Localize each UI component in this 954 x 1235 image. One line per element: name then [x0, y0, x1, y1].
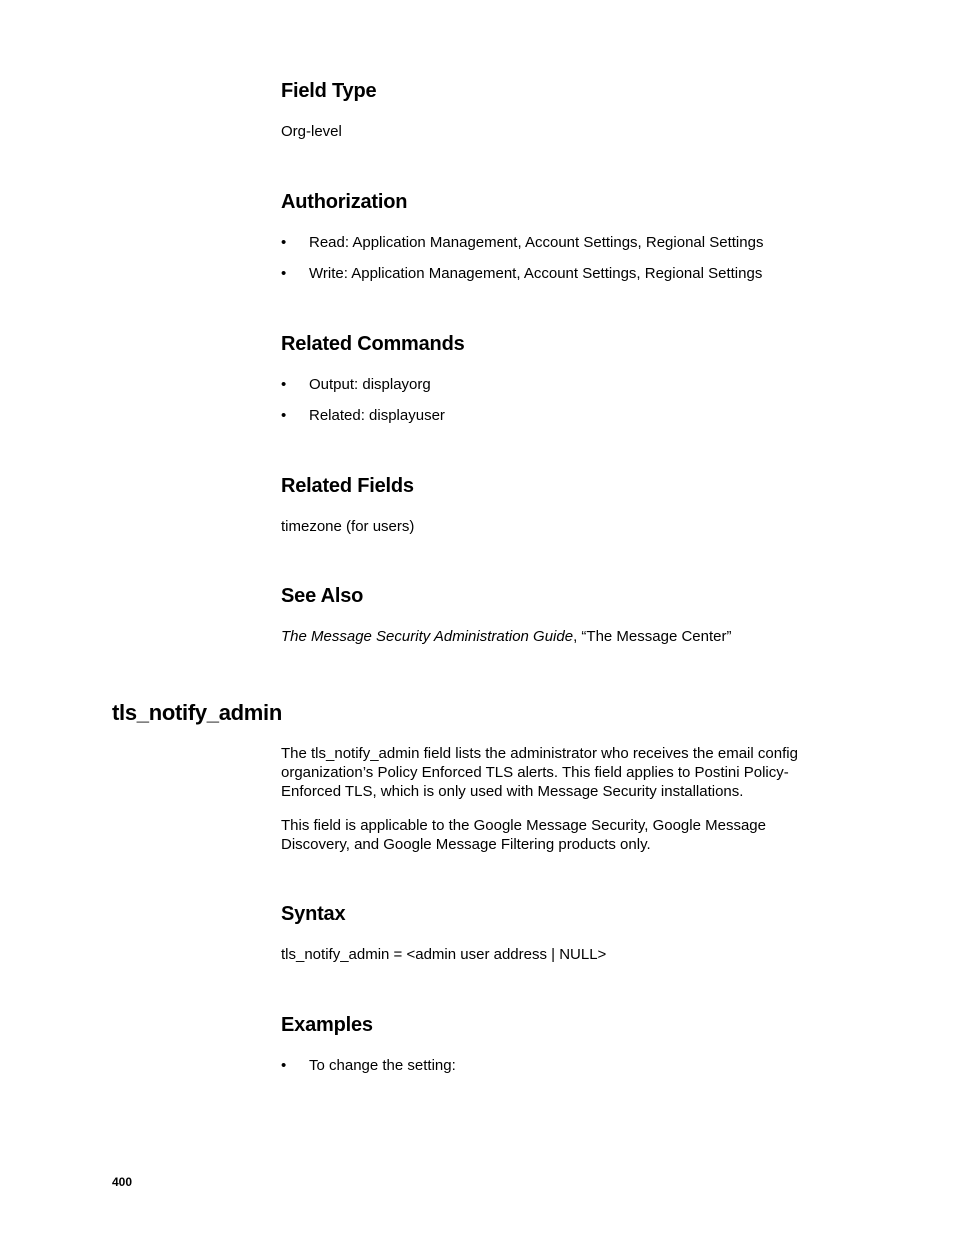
list-item: • Read: Application Management, Account Settings, Regional Settings: [281, 234, 764, 251]
related-fields-heading: Related Fields: [281, 475, 414, 497]
authorization-heading: Authorization: [281, 191, 408, 213]
list-item: • To change the setting:: [281, 1057, 456, 1074]
page-number: 400: [112, 1175, 133, 1189]
related-commands-list: [281, 375, 445, 425]
see-also-text: The Message Security Administration Guide, “The Message Center”: [281, 628, 732, 645]
tls-notify-admin-applicability: [281, 816, 766, 854]
syntax-heading: Syntax: [281, 903, 346, 925]
field-type-text: Org-level: [281, 123, 342, 140]
bullet-icon: •: [281, 1057, 287, 1074]
list-item: • Related: displayuser: [281, 407, 445, 424]
see-also-heading: See Also: [281, 585, 364, 607]
tls-notify-admin-heading: tls_notify_admin: [112, 700, 283, 725]
bullet-icon: •: [281, 265, 287, 282]
examples-heading: Examples: [281, 1014, 373, 1036]
examples-list: [281, 1056, 456, 1075]
field-type-heading: Field Type: [281, 80, 377, 102]
related-fields-text: timezone (for users): [281, 518, 415, 535]
paragraph-line: This field is applicable to the Google Message Security, Google Message: [281, 817, 766, 834]
tls-notify-admin-description: [281, 744, 798, 801]
paragraph-line: Discovery, and Google Message Filtering products only.: [281, 836, 651, 853]
bullet-icon: •: [281, 234, 287, 251]
related-commands-heading: Related Commands: [281, 333, 465, 355]
bullet-icon: •: [281, 376, 287, 393]
guide-title: The Message Security Administration Guide: [281, 628, 574, 645]
bullet-icon: •: [281, 407, 287, 424]
list-item: • Output: displayorg: [281, 376, 431, 393]
paragraph-line: The tls_notify_admin field lists the administrator who receives the email config: [281, 745, 798, 762]
chapter-reference: The Message Center”: [586, 628, 732, 645]
paragraph-line: organization’s Policy Enforced TLS alerts. This field applies to Postini Policy-: [281, 764, 789, 781]
paragraph-line: Enforced TLS, which is only used with Message Security installations.: [281, 783, 744, 800]
list-item: • Write: Application Management, Account Settings, Regional Settings: [281, 265, 763, 282]
syntax-text: tls_notify_admin = <admin user address | NULL>: [281, 946, 607, 963]
authorization-list: [281, 233, 763, 283]
